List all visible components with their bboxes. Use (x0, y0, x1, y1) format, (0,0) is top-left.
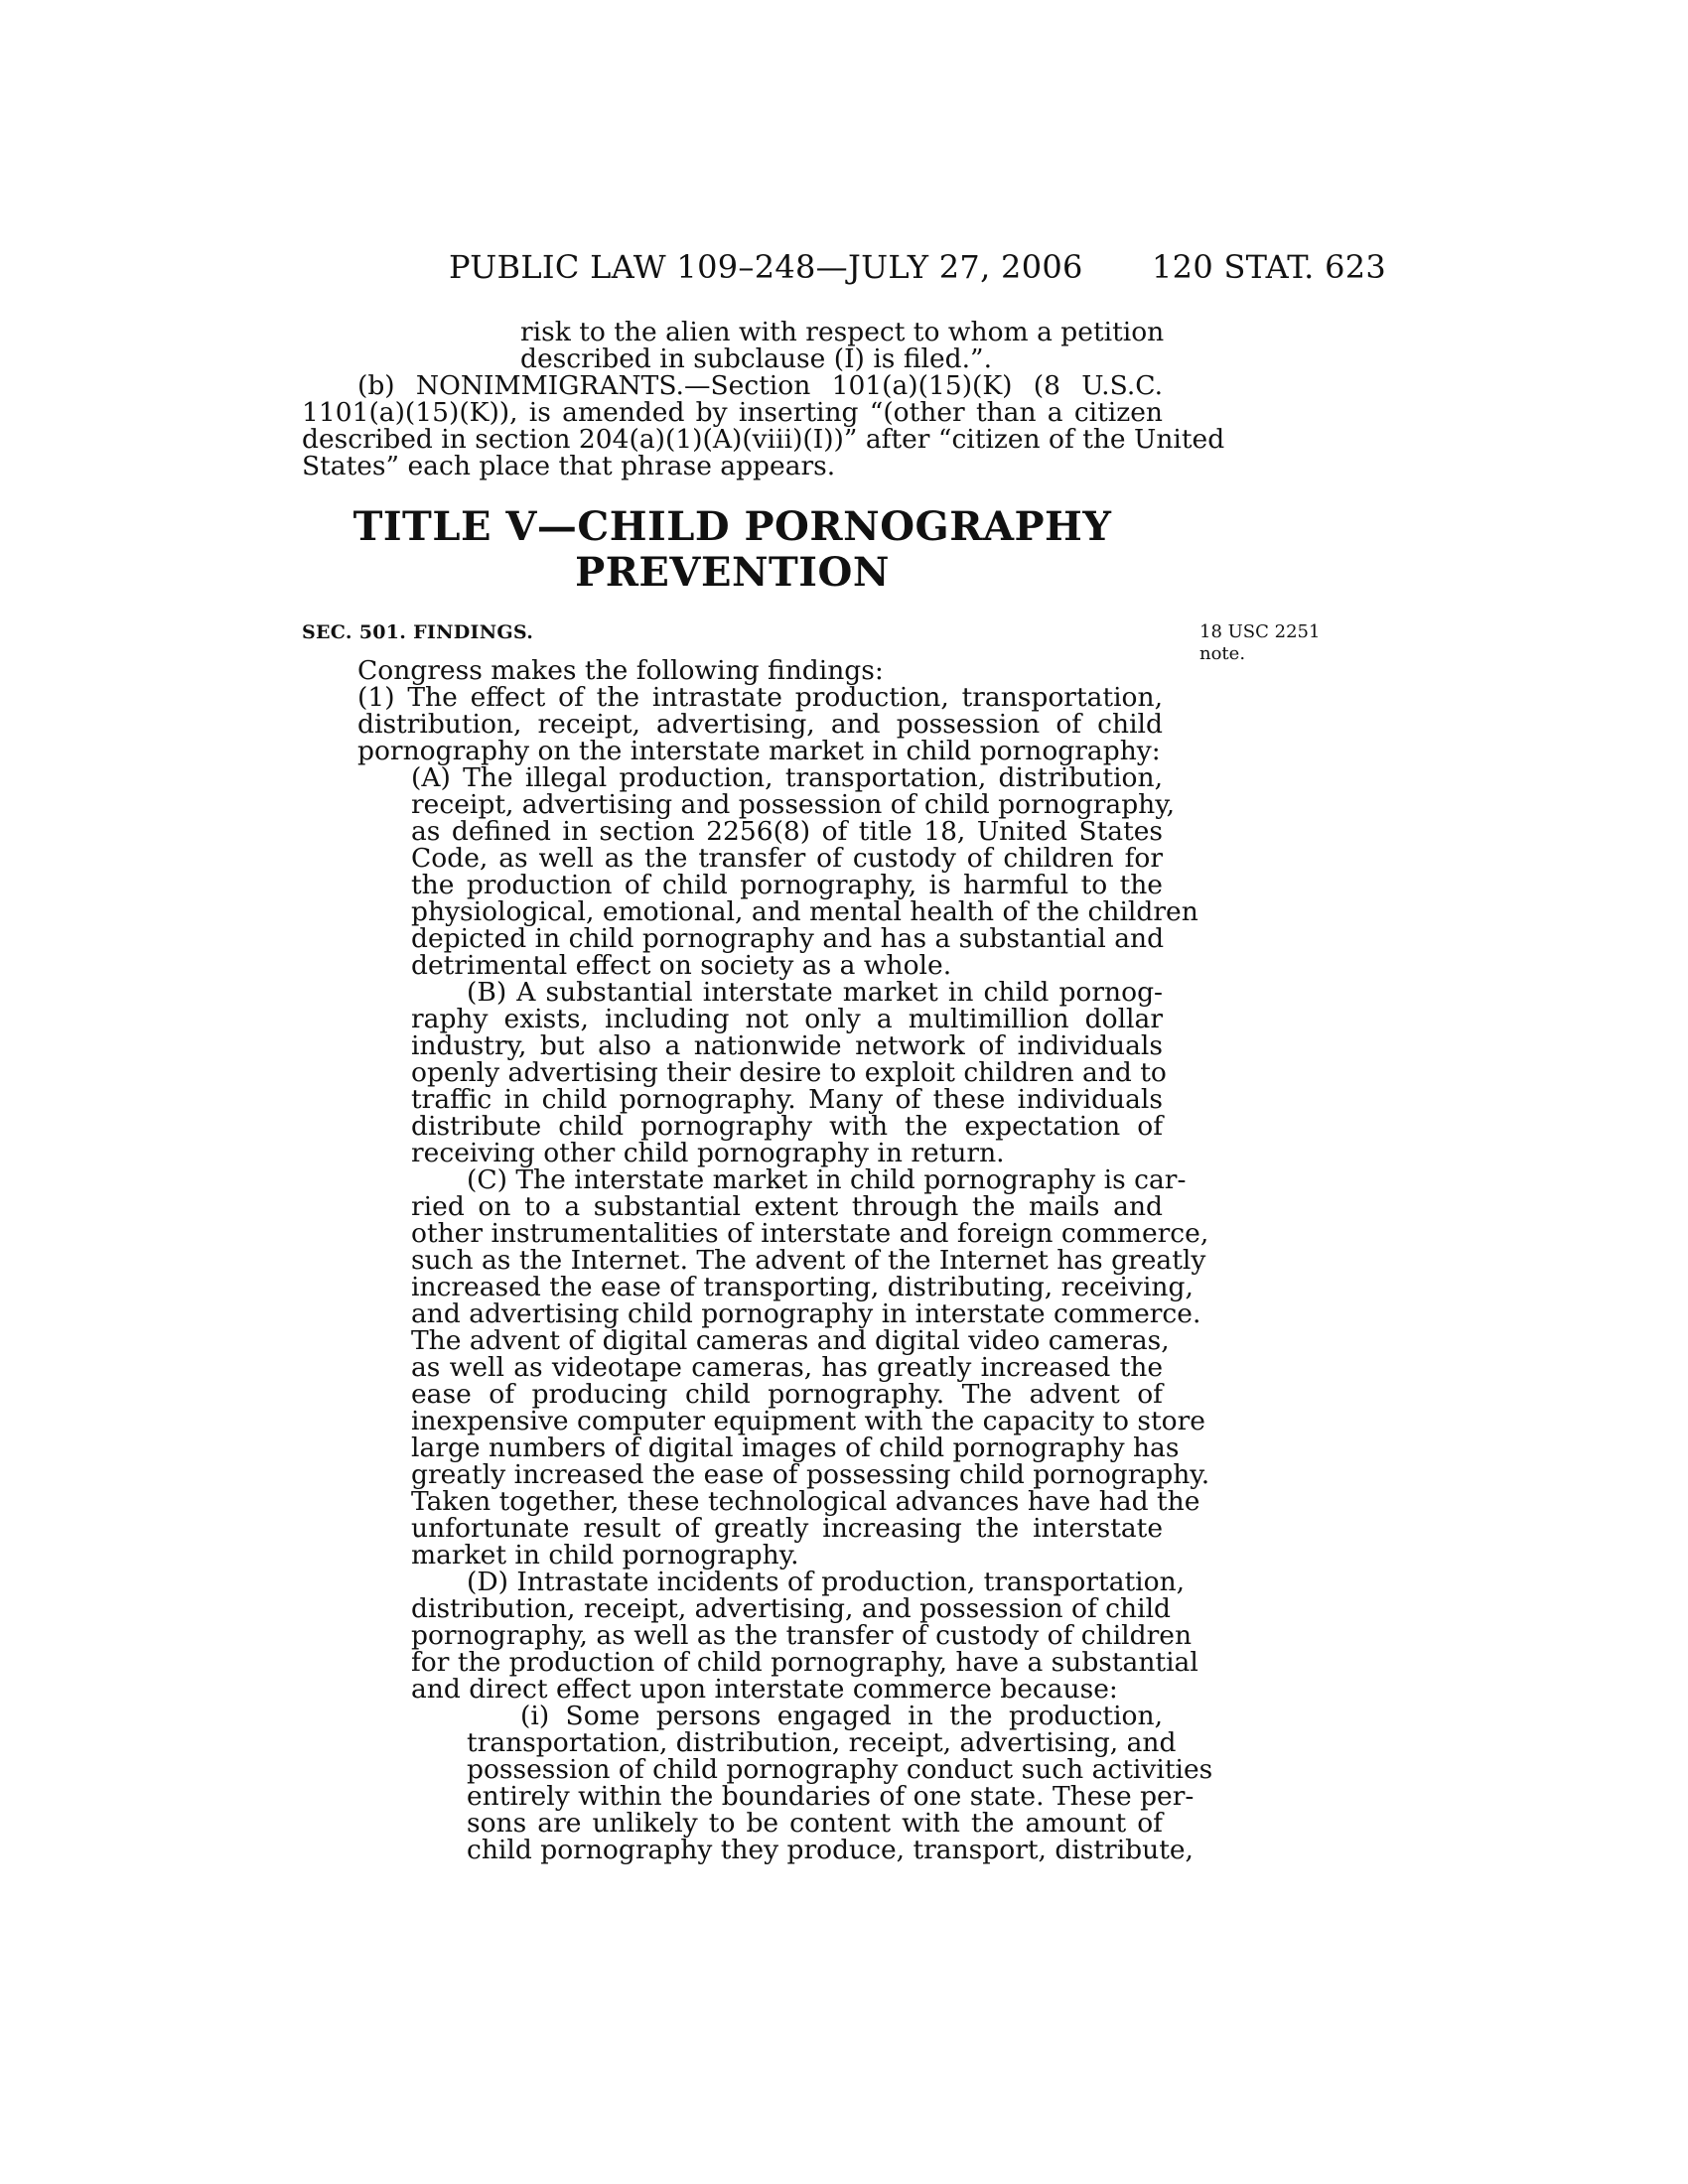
finding-i-line: transportation, distribution, receipt, advertising, and (467, 1727, 1177, 1758)
title-line-2: PREVENTION (575, 549, 890, 596)
finding-C-line: ease of producing child pornography. The advent of (411, 1379, 1163, 1410)
margin-note (1199, 621, 1320, 665)
finding-C-line: as well as videotape cameras, has greatly increased the (411, 1352, 1163, 1383)
finding-B-line: distribute child pornography with the expectation of (411, 1111, 1163, 1142)
finding-C-line: market in child pornography. (411, 1540, 799, 1570)
finding-B-line: receiving other child pornography in return. (411, 1138, 1005, 1168)
finding-B-line: industry, but also a nationwide network of individuals (411, 1030, 1163, 1061)
finding-C-line: such as the Internet. The advent of the Internet has greatly (411, 1245, 1206, 1276)
finding-A-line: the production of child pornography, is harmful to the (411, 870, 1163, 900)
finding-C-line: inexpensive computer equipment with the capacity to store (411, 1406, 1205, 1436)
finding-B-line: raphy exists, including not only a multimillion dollar (411, 1004, 1163, 1034)
finding-A-line: Code, as well as the transfer of custody of children for (411, 843, 1163, 874)
finding-A-line: (A) The illegal production, transportation, distribution, (411, 762, 1163, 793)
finding-C-line: large numbers of digital images of child pornography has (411, 1433, 1180, 1463)
finding-1-line: distribution, receipt, advertising, and possession of child (357, 709, 1163, 740)
finding-D-line: (D) Intrastate incidents of production, transportation, (467, 1567, 1186, 1597)
findings-intro: Congress makes the following findings: (357, 655, 884, 686)
finding-i-line: possession of child pornography conduct such activities (467, 1754, 1213, 1785)
finding-C-line: (C) The interstate market in child pornography is car- (467, 1164, 1187, 1195)
title-line-1: TITLE V—CHILD PORNOGRAPHY (352, 503, 1112, 550)
margin-note-citation: 18 USC 2251 (1199, 621, 1321, 642)
finding-C-line: and advertising child pornography in interstate commerce. (411, 1298, 1201, 1329)
finding-B-line: traffic in child pornography. Many of these individuals (411, 1084, 1163, 1115)
finding-D-line: for the production of child pornography, have a substantial (411, 1647, 1198, 1678)
finding-C-line: other instrumentalities of interstate and foreign commerce, (411, 1218, 1209, 1249)
finding-A-line: as defined in section 2256(8) of title 18, United States (411, 816, 1163, 847)
finding-i-line: child pornography they produce, transport, distribute, (467, 1835, 1194, 1865)
finding-A-line: depicted in child pornography and has a substantial and (411, 923, 1165, 954)
finding-C-line: increased the ease of transporting, distributing, receiving, (411, 1272, 1194, 1302)
finding-B-line: (B) A substantial interstate market in child pornog- (467, 977, 1163, 1008)
finding-B-line: openly advertising their desire to exploit children and to (411, 1057, 1167, 1088)
subsection-b-line: 1101(a)(15)(K)), is amended by inserting “(other than a citizen (302, 397, 1163, 428)
running-head-title: PUBLIC LAW 109–248—JULY 27, 2006 (449, 248, 1083, 286)
subsection-b-line: States” each place that phrase appears. (302, 451, 836, 481)
finding-C-line: The advent of digital cameras and digital video cameras, (411, 1325, 1170, 1356)
subsection-b-lead: (b) NONIMMIGRANTS.—Section 101(a)(15)(K) (8 U.S.C. (357, 370, 1163, 401)
finding-C-line: unfortunate result of greatly increasing the interstate (411, 1513, 1163, 1544)
finding-1-line: pornography on the interstate market in child pornography: (357, 736, 1161, 766)
finding-D-line: and direct effect upon interstate commerce because: (411, 1674, 1118, 1705)
finding-A-line: detrimental effect on society as a whole. (411, 950, 952, 981)
running-head-page-ref: 120 STAT. 623 (1152, 248, 1387, 286)
finding-A-line: physiological, emotional, and mental health of the children (411, 896, 1198, 927)
finding-i-line: (i) Some persons engaged in the production, (520, 1701, 1163, 1731)
finding-A-line: receipt, advertising and possession of child pornography, (411, 789, 1176, 820)
section-heading: SEC. 501. FINDINGS. (302, 621, 534, 643)
title-heading (302, 504, 1163, 596)
finding-i-line: entirely within the boundaries of one state. These per- (467, 1781, 1195, 1812)
finding-C-line: ried on to a substantial extent through the mails and (411, 1191, 1163, 1222)
finding-D-line: pornography, as well as the transfer of custody of children (411, 1620, 1193, 1651)
margin-note-suffix: note. (1199, 643, 1246, 664)
carryover-line: risk to the alien with respect to whom a petition (520, 317, 1165, 347)
finding-D-line: distribution, receipt, advertising, and possession of child (411, 1593, 1172, 1624)
finding-i-line: sons are unlikely to be content with the amount of (467, 1808, 1163, 1839)
finding-1-line: (1) The effect of the intrastate production, transportation, (357, 682, 1163, 713)
finding-C-line: greatly increased the ease of possessing child pornography. (411, 1459, 1210, 1490)
subsection-b-line: described in section 204(a)(1)(A)(viii)(I))” after “citizen of the United (302, 424, 1225, 455)
finding-C-line: Taken together, these technological advances have had the (411, 1486, 1200, 1517)
carryover-line: described in subclause (I) is filed.”. (520, 343, 993, 374)
